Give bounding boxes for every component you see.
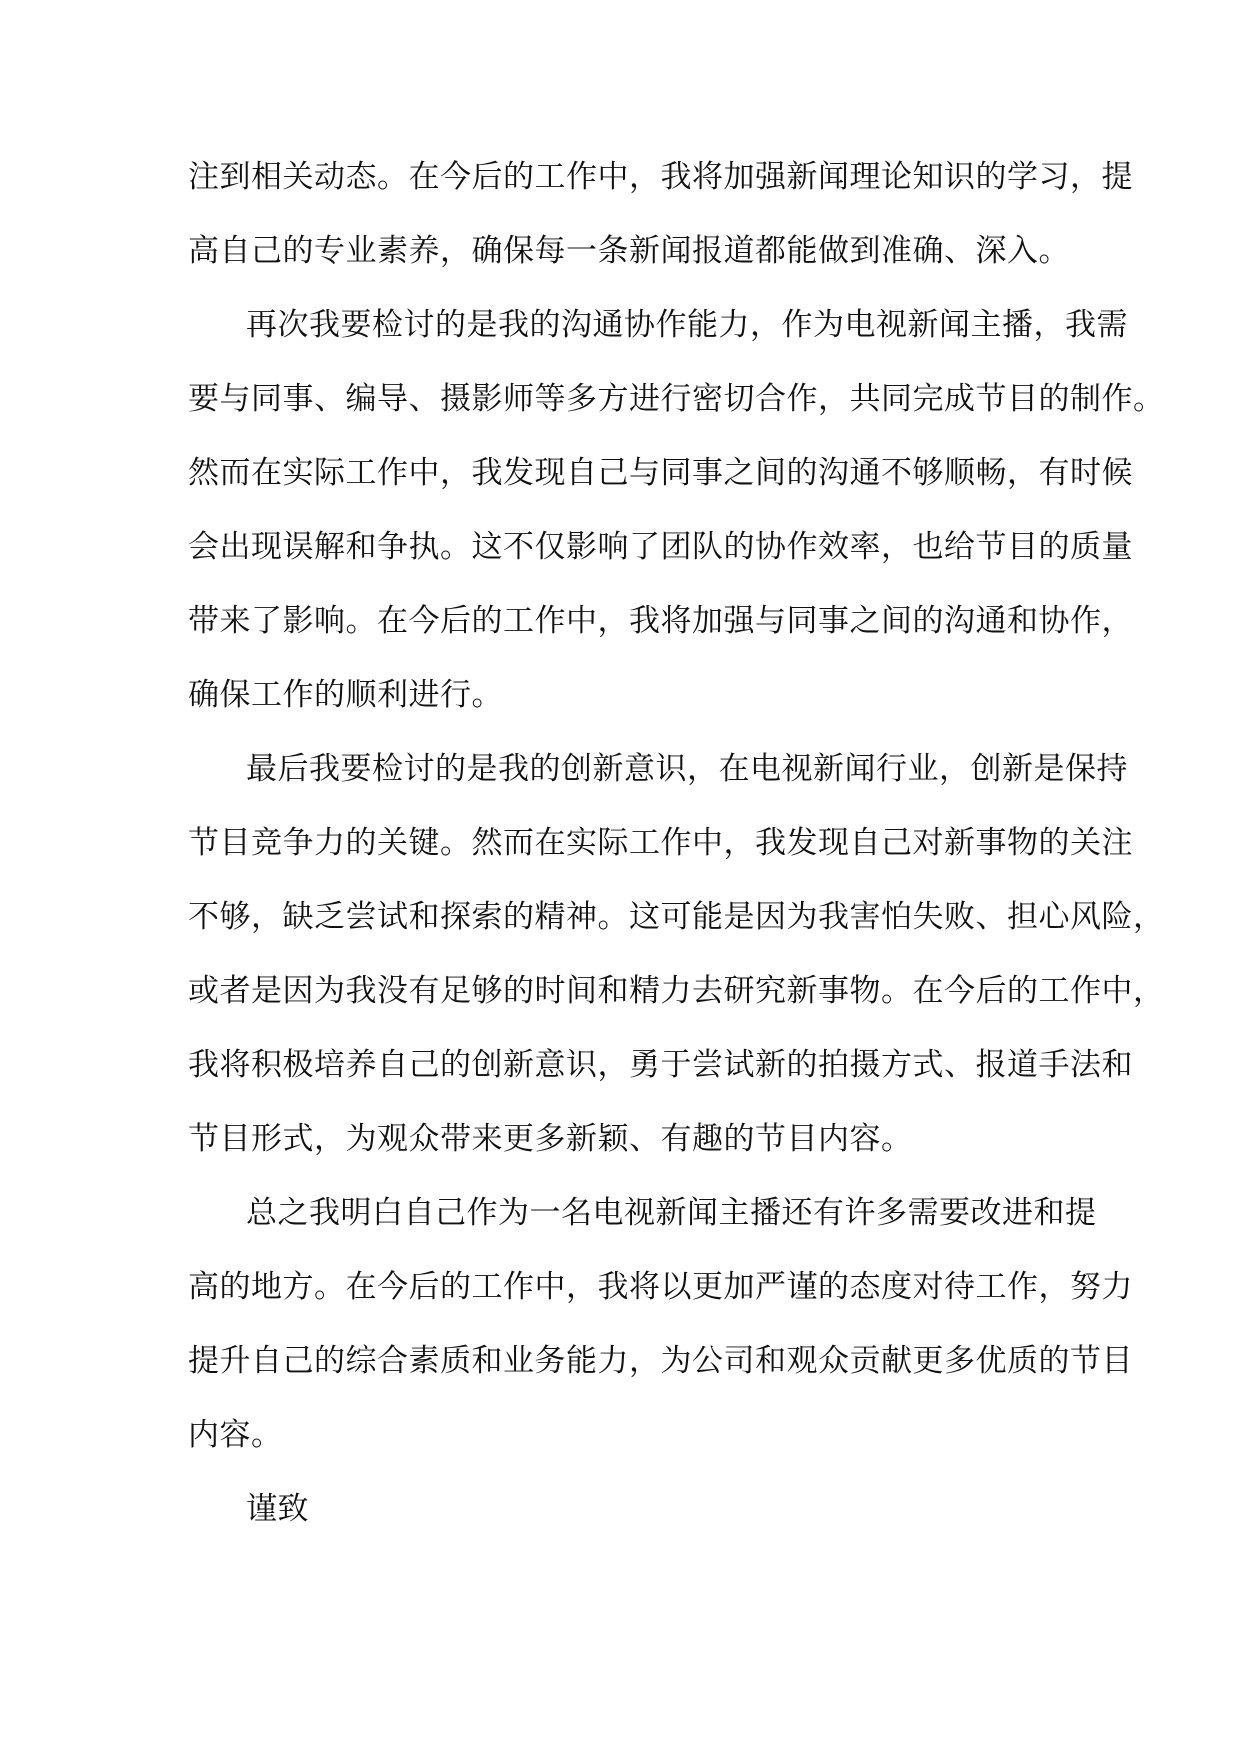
text-line: 节目竞争力的关键。然而在实际工作中，我发现自己对新事物的关注: [188, 825, 1133, 861]
text-line: 或者是因为我没有足够的时间和精力去研究新事物。在今后的工作中，: [188, 973, 1165, 1009]
text-line: 我将积极培养自己的创新意识，勇于尝试新的拍摄方式、报道手法和: [188, 1047, 1133, 1083]
text-line: 会出现误解和争执。这不仅影响了团队的协作效率，也给节目的质量: [188, 529, 1133, 565]
text-line: 注到相关动态。在今后的工作中，我将加强新闻理论知识的学习，提: [188, 159, 1133, 195]
text-line: 要与同事、编导、摄影师等多方进行密切合作，共同完成节目的制作。: [188, 381, 1165, 417]
paragraph-start-line: 最后我要检讨的是我的创新意识，在电视新闻行业，创新是保持: [246, 751, 1128, 787]
text-line: 高自己的专业素养，确保每一条新闻报道都能做到准确、深入。: [188, 233, 1070, 269]
text-line: 提升自己的综合素质和业务能力，为公司和观众贡献更多优质的节目: [188, 1343, 1133, 1379]
text-line: 确保工作的顺利进行。: [188, 677, 503, 713]
text-line: 高的地方。在今后的工作中，我将以更加严谨的态度对待工作，努力: [188, 1269, 1133, 1305]
text-line: 然而在实际工作中，我发现自己与同事之间的沟通不够顺畅，有时候: [188, 455, 1133, 491]
closing-line: 谨致: [246, 1491, 309, 1527]
text-line: 带来了影响。在今后的工作中，我将加强与同事之间的沟通和协作，: [188, 603, 1133, 639]
text-line: 节目形式，为观众带来更多新颖、有趣的节目内容。: [188, 1121, 913, 1157]
paragraph-start-line: 总之我明白自己作为一名电视新闻主播还有许多需要改进和提: [246, 1195, 1097, 1231]
text-line: 内容。: [188, 1417, 283, 1453]
text-line: 不够，缺乏尝试和探索的精神。这可能是因为我害怕失败、担心风险，: [188, 899, 1165, 935]
document-body: [188, 140, 1165, 1546]
paragraph-start-line: 再次我要检讨的是我的沟通协作能力，作为电视新闻主播，我需: [246, 307, 1128, 343]
